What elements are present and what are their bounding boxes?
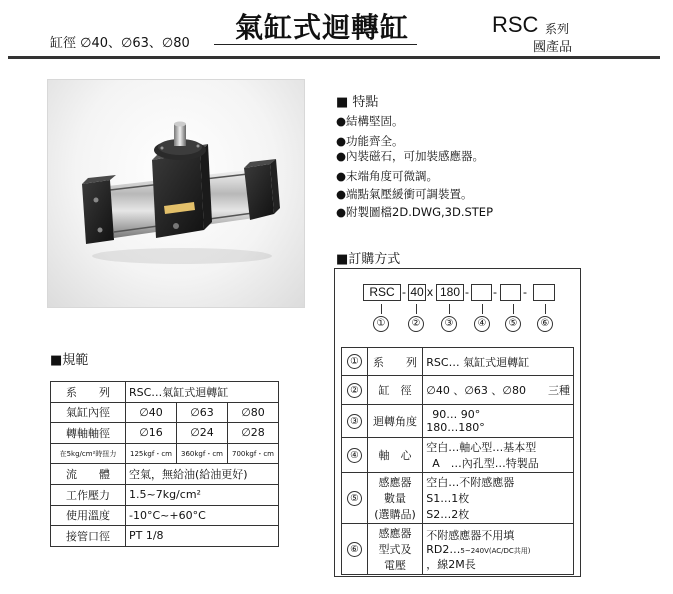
feature-item: ●結構堅固。	[336, 114, 404, 128]
table-row	[342, 376, 574, 405]
specs-table	[50, 381, 279, 547]
spec-value: 1.5~7kg/cm²	[126, 484, 279, 505]
spec-cell: ∅24	[177, 423, 228, 444]
order-label-line: 型式及	[378, 543, 412, 556]
feature-item: ●端點氣壓緩衝可調裝置。	[336, 187, 473, 201]
spec-cell: ∅16	[126, 423, 177, 444]
table-row	[51, 443, 279, 464]
order-value-line: S1…1枚	[426, 492, 470, 505]
model-series-label: 系列	[545, 22, 570, 36]
spec-cell: ∅28	[228, 423, 279, 444]
table-row	[51, 484, 279, 505]
code-tick	[449, 304, 450, 314]
order-label-line: 感應器	[378, 527, 412, 540]
page-title: 氣缸式迴轉缸	[234, 11, 409, 44]
feature-item: ●附製圖檔2D.DWG,3D.STEP	[336, 205, 494, 219]
order-value-line: A …內孔型…特製品	[432, 457, 539, 470]
order-label-line: 感應器	[378, 476, 412, 489]
table-row	[51, 526, 279, 547]
order-label-line: 數量	[384, 492, 407, 505]
bore-sizes-label: 缸徑 ∅40、∅63、∅80	[50, 36, 190, 51]
order-label-line: 電壓	[384, 559, 407, 572]
code-shaft-box	[471, 284, 492, 301]
table-row	[51, 423, 279, 444]
order-number: ④	[347, 448, 362, 463]
order-value-line	[426, 543, 570, 556]
order-number: ①	[347, 354, 362, 369]
spec-cell: 125kgf・cm	[126, 443, 177, 464]
code-number: ⑤	[505, 316, 521, 332]
spec-value: PT 1/8	[126, 526, 279, 547]
code-tick	[416, 304, 417, 314]
rotary-cylinder-illustration	[48, 80, 305, 308]
feature-item: ●末端角度可微調。	[336, 169, 439, 183]
spec-cell: 700kgf・cm	[228, 443, 279, 464]
order-value: RSC… 氣缸式迴轉缸	[423, 348, 574, 376]
spec-label: 系 列	[51, 382, 126, 403]
code-number: ③	[441, 316, 457, 332]
order-value-line: ，線2M長	[426, 557, 476, 571]
product-photo	[47, 79, 305, 308]
code-number: ④	[474, 316, 490, 332]
table-row	[51, 464, 279, 485]
order-value-code: RD2…	[426, 542, 461, 556]
order-value-line: 空白…軸心型…基本型	[426, 441, 537, 454]
order-number: ⑥	[347, 542, 362, 557]
spec-label: 工作壓力	[51, 484, 126, 505]
spec-value: 空氣，無給油(給油更好)	[126, 464, 279, 485]
order-value-line: 空白…不附感應器	[426, 476, 515, 489]
code-dash: -	[493, 285, 497, 299]
code-tick	[513, 304, 514, 314]
title-underline	[214, 44, 417, 45]
code-dash: -	[465, 285, 469, 299]
order-number: ②	[347, 383, 362, 398]
table-row	[342, 473, 574, 524]
order-value: ∅40 、∅63 、∅80 三種	[423, 376, 574, 405]
order-row-number	[342, 438, 368, 473]
spec-value: RSC…氣缸式迴轉缸	[126, 382, 279, 403]
order-label: 迴轉角度	[367, 405, 422, 438]
spec-cell: ∅80	[228, 402, 279, 423]
order-table	[341, 347, 574, 575]
spec-cell: ∅63	[177, 402, 228, 423]
specs-heading: ■規範	[50, 353, 89, 368]
order-label-line: (選購品)	[374, 508, 416, 521]
code-tick	[482, 304, 483, 314]
code-dash: -	[402, 285, 406, 299]
order-value-line: 不附感應器不用填	[426, 528, 515, 542]
code-number: ①	[373, 316, 389, 332]
code-tick	[545, 304, 546, 314]
spec-label: 氣缸內徑	[51, 402, 126, 423]
order-value	[423, 473, 574, 524]
code-sensor-type-box	[533, 284, 555, 301]
spec-label: 流 體	[51, 464, 126, 485]
order-value	[423, 438, 574, 473]
order-label: 缸 徑	[367, 376, 422, 405]
spec-cell: ∅40	[126, 402, 177, 423]
table-row	[342, 524, 574, 575]
order-value-line: S2…2枚	[426, 508, 470, 521]
order-row-number	[342, 405, 368, 438]
table-row	[342, 405, 574, 438]
code-number: ②	[408, 316, 424, 332]
code-sensor-qty-box	[500, 284, 521, 301]
order-label	[367, 473, 422, 524]
spec-cell: 360kgf・cm	[177, 443, 228, 464]
table-row	[342, 348, 574, 376]
order-value-line: 90… 90°	[432, 408, 481, 421]
order-value	[423, 524, 574, 575]
spec-label: 接管口徑	[51, 526, 126, 547]
spec-label: 轉軸軸徑	[51, 423, 126, 444]
table-row	[51, 402, 279, 423]
table-row	[51, 382, 279, 403]
order-label	[367, 524, 422, 575]
order-label: 系 列	[367, 348, 422, 376]
code-angle-box: 180	[436, 284, 464, 301]
spec-value: -10°C~+60°C	[126, 505, 279, 526]
order-heading: ■訂購方式	[336, 252, 401, 267]
order-label: 軸 心	[367, 438, 422, 473]
spec-label: 在5kg/cm²時扭力	[51, 443, 126, 464]
code-bore-box: 40	[408, 284, 426, 301]
order-row-number	[342, 524, 368, 575]
order-row-number	[342, 376, 368, 405]
table-row	[51, 505, 279, 526]
order-value-line: 180…180°	[426, 421, 485, 434]
code-number: ⑥	[537, 316, 553, 332]
order-number: ⑤	[347, 491, 362, 506]
model-code: RSC	[492, 12, 539, 37]
order-value	[423, 405, 574, 438]
order-value-voltage: 5~240V(AC/DC共用)	[460, 546, 531, 555]
order-number: ③	[347, 414, 362, 429]
code-dash: -	[523, 285, 527, 299]
code-tick	[381, 304, 382, 314]
code-series-box: RSC	[363, 284, 401, 301]
table-row	[342, 438, 574, 473]
header-rule	[8, 56, 660, 59]
spec-label: 使用溫度	[51, 505, 126, 526]
model-origin-label: 國產品	[533, 40, 573, 55]
order-row-number	[342, 348, 368, 376]
feature-item: ●功能齊全。	[336, 134, 404, 148]
code-x: x	[427, 285, 433, 299]
features-heading: ■ 特點	[336, 95, 379, 110]
order-row-number	[342, 473, 368, 524]
feature-item: ●內裝磁石，可加裝感應器。	[336, 149, 485, 163]
